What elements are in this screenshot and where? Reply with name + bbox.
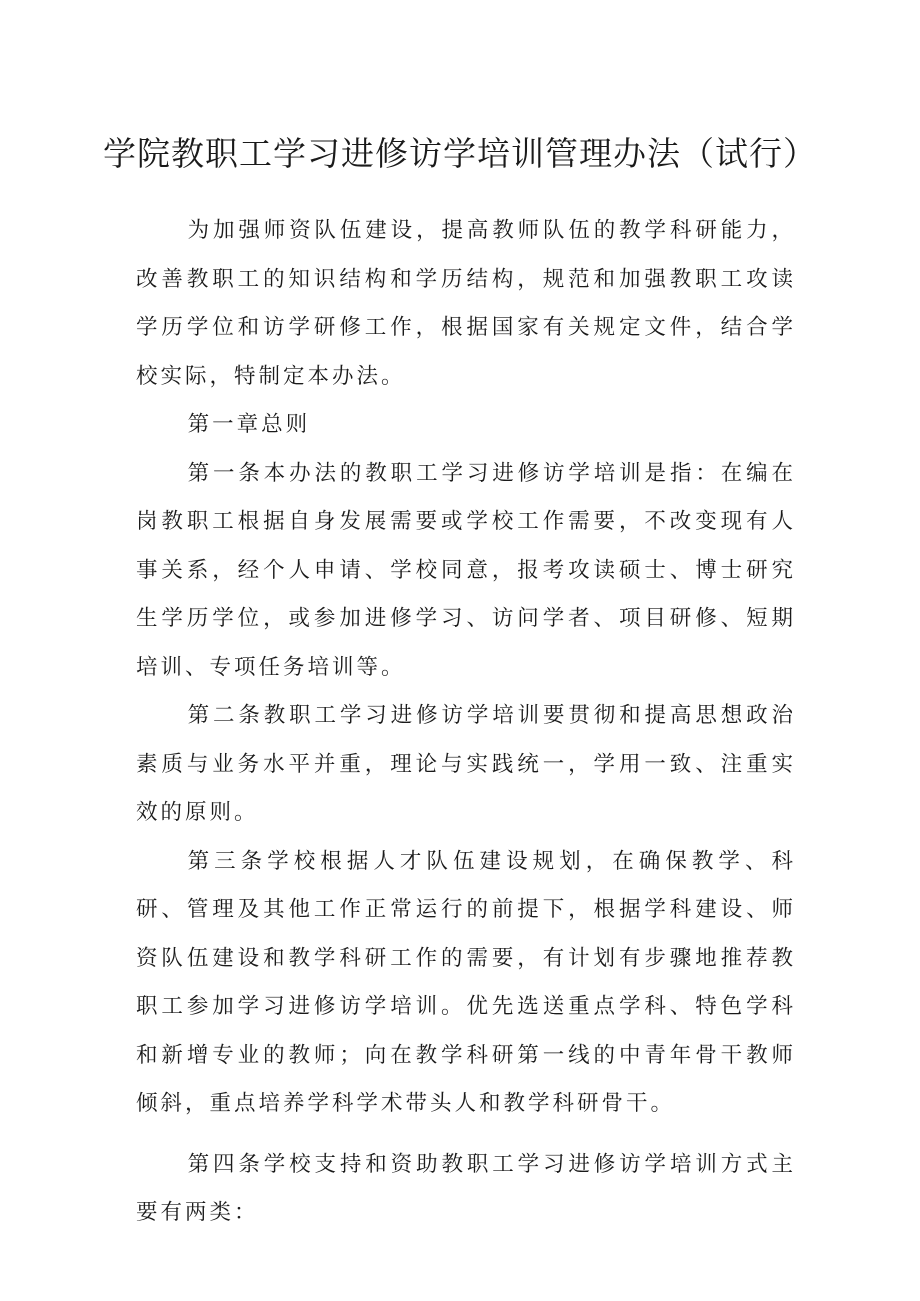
document-body bbox=[136, 207, 796, 1238]
paragraph-article-3: 第三条学校根据人才队伍建设规划，在确保教学、科研、管理及其他工作正常运行的前提下，根据学科建设、师资队伍建设和教学科研工作的需要，有计划有步骤地推荐教职工参加学习进修访学培训。优先选送重点学科、特色学科和新增专业的教师；向在教学科研第一线的中青年骨干教师倾斜，重点培养学科学术带头人和教学科研骨干。 bbox=[136, 848, 796, 1116]
document-title: 学院教职工学习进修访学培训管理办法（试行） bbox=[103, 134, 817, 173]
paragraph-article-4: 第四条学校支持和资助教职工学习进修访学培训方式主要有两类： bbox=[136, 1151, 796, 1225]
paragraph-article-2: 第二条教职工学习进修访学培训要贯彻和提高思想政治素质与业务水平并重，理论与实践统一，学用一致、注重实效的原则。 bbox=[136, 703, 796, 825]
paragraph-preamble: 为加强师资队伍建设，提高教师队伍的教学科研能力，改善教职工的知识结构和学历结构，规范和加强教职工攻读学历学位和访学研修工作，根据国家有关规定文件，结合学校实际，特制定本办法。 bbox=[136, 218, 796, 389]
chapter-heading: 第一章总则 bbox=[187, 412, 311, 437]
paragraph-article-1: 第一条本办法的教职工学习进修访学培训是指：在编在岗教职工根据自身发展需要或学校工作需要，不改变现有人事关系，经个人申请、学校同意，报考攻读硕士、博士研究生学历学位，或参加进修学习、访问学者、项目研修、短期培训、专项任务培训等。 bbox=[136, 460, 796, 680]
